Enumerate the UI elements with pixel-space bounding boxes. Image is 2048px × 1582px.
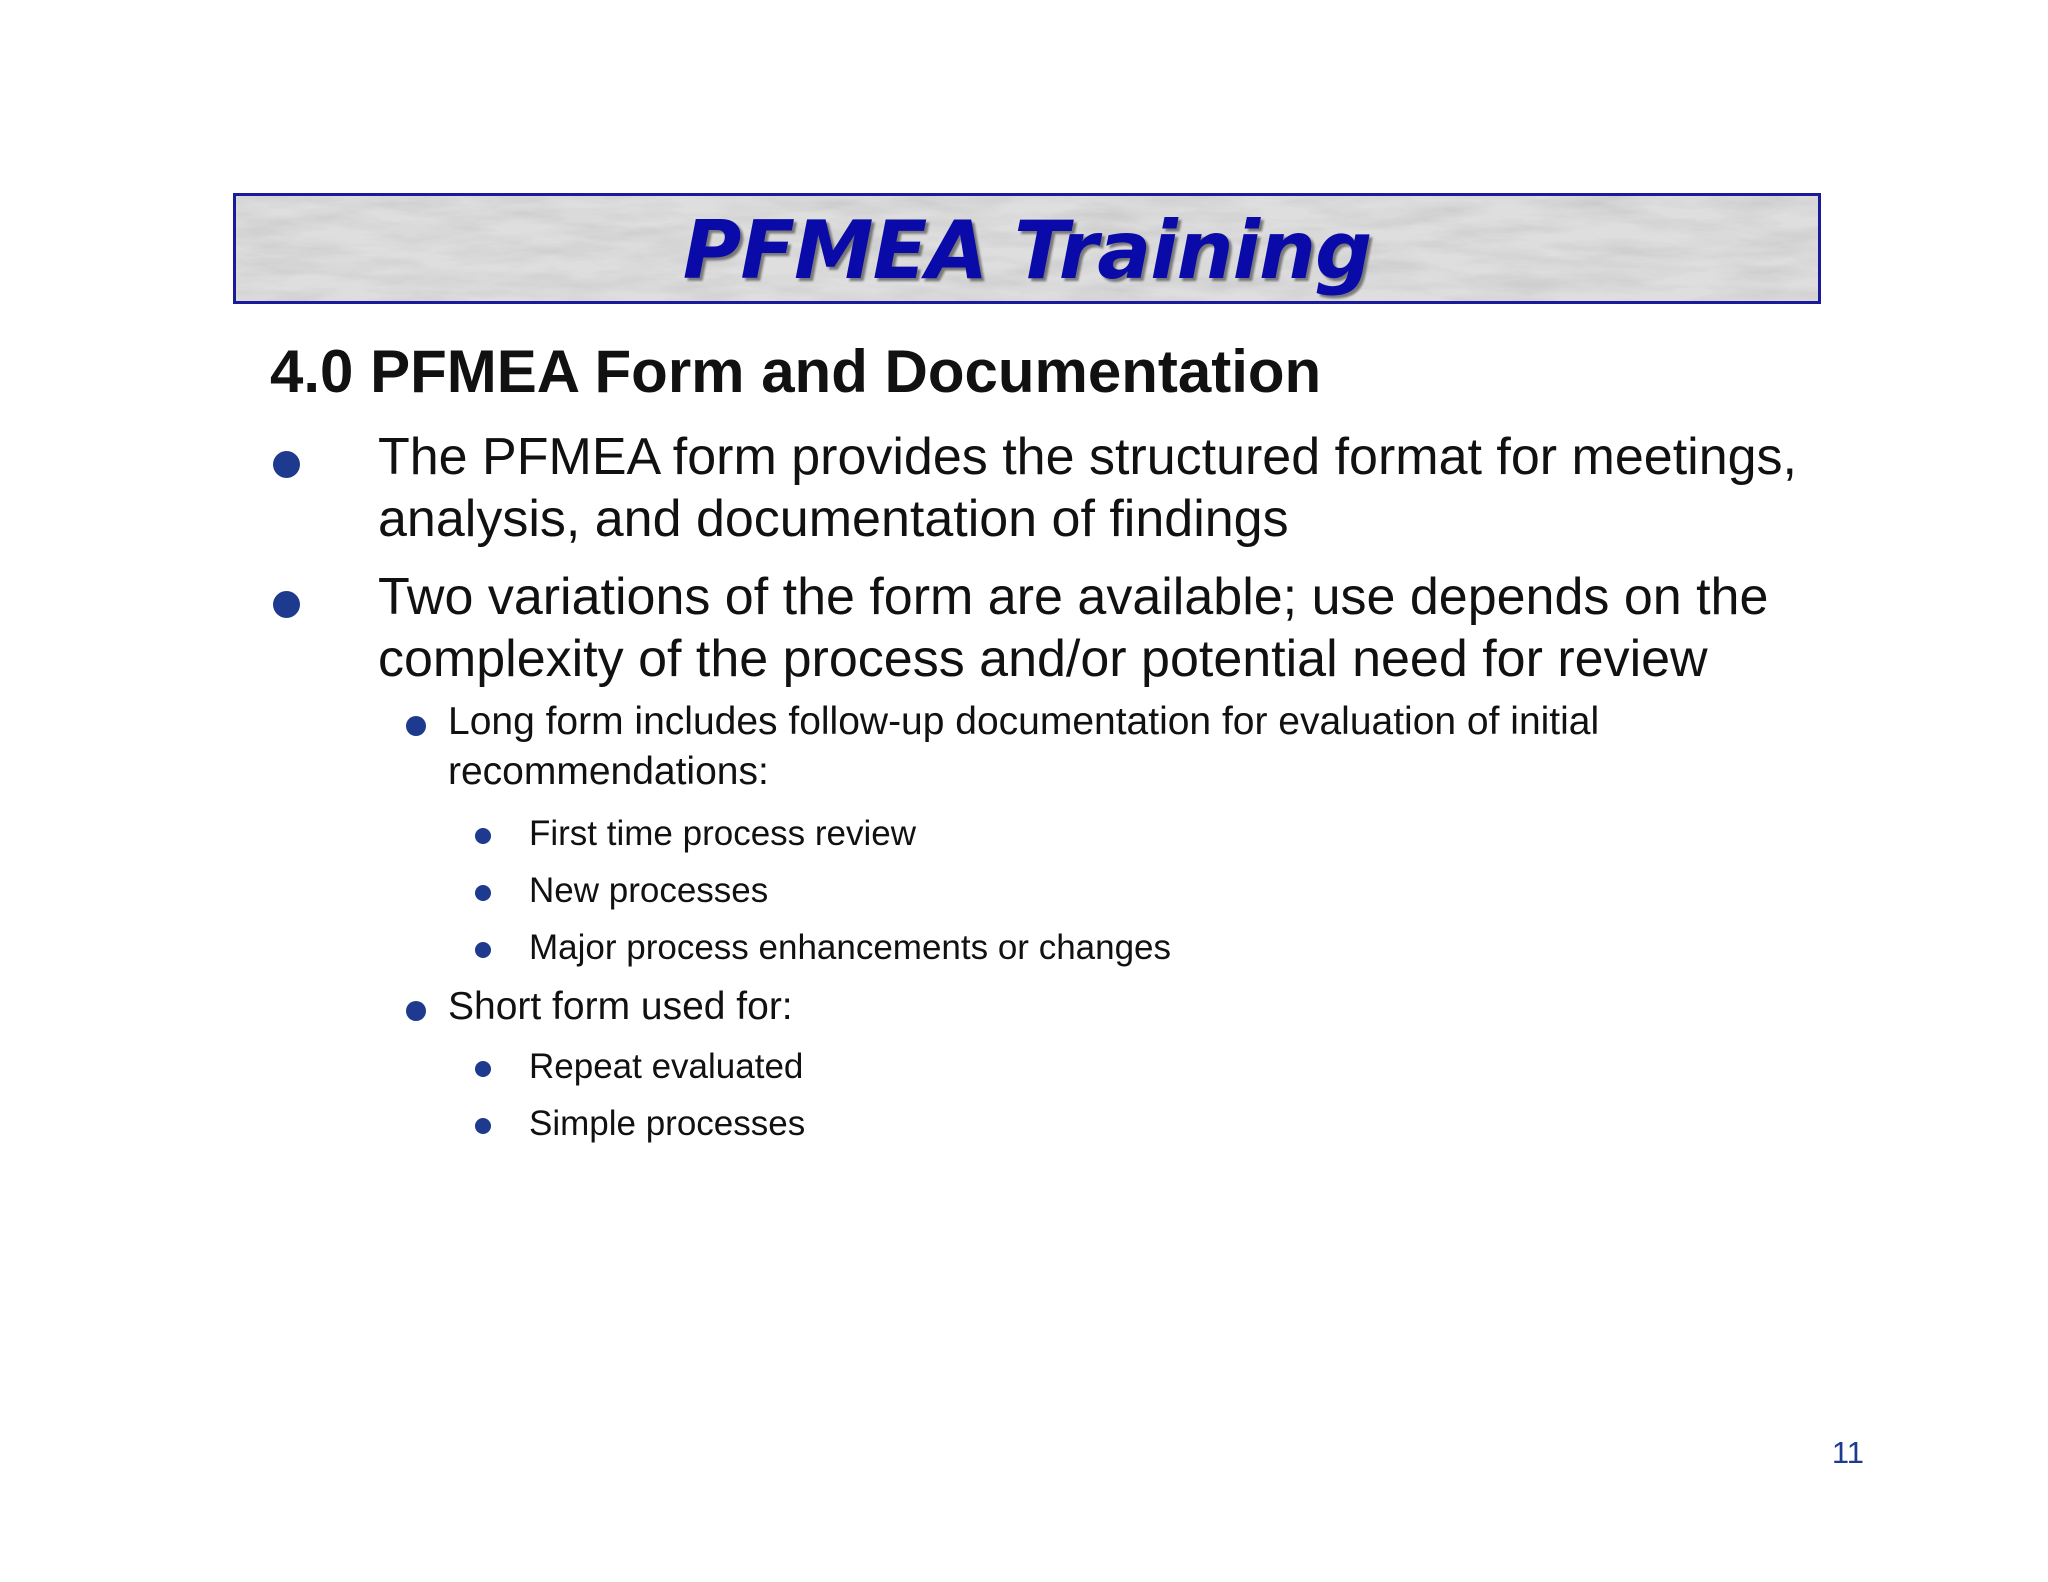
- sub-bullet-text: Short form used for:: [448, 985, 793, 1028]
- sub-sub-bullet-text: Major process enhancements or changes: [529, 928, 1172, 967]
- sub-sub-bullet-text: Simple processes: [529, 1104, 806, 1143]
- section-heading: 4.0 PFMEA Form and Documentation: [270, 338, 1322, 405]
- sub-sub-bullet-item: [529, 1044, 1729, 1090]
- bullet-dot-icon: [406, 716, 426, 736]
- bullet-dot-icon: [406, 1001, 426, 1021]
- bullet-text: The PFMEA form provides the structured format for meetings, analysis, and documentation of findings: [378, 428, 1797, 548]
- bullet-dot-icon: [475, 1061, 491, 1077]
- sub-sub-bullet-text: First time process review: [529, 814, 917, 853]
- sub-sub-bullet-item: [529, 925, 1729, 971]
- bullet-dot-icon: [273, 591, 300, 618]
- sub-sub-bullet-item: [529, 868, 1729, 914]
- bullet-dot-icon: [475, 1118, 491, 1134]
- sub-bullet-item: [448, 982, 1748, 1032]
- sub-sub-bullet-text: New processes: [529, 871, 769, 910]
- sub-bullet-item: [448, 697, 1748, 797]
- bullet-dot-icon: [475, 942, 491, 958]
- title-banner: [233, 193, 1821, 304]
- sub-sub-bullet-item: [529, 1101, 1729, 1147]
- sub-sub-bullet-item: [529, 811, 1729, 857]
- bullet-item: [378, 426, 1838, 550]
- sub-sub-bullet-text: Repeat evaluated: [529, 1047, 804, 1086]
- page-number: 11: [1831, 1435, 1864, 1470]
- bullet-dot-icon: [273, 451, 300, 478]
- sub-bullet-text: Long form includes follow-up documentation for evaluation of initial recommendations:: [448, 700, 1600, 793]
- bullet-dot-icon: [475, 828, 491, 844]
- slide-title: PFMEA Training: [682, 204, 1372, 297]
- bullet-text: Two variations of the form are available; use depends on the complexity of the process and/or potential need for review: [378, 568, 1769, 688]
- bullet-dot-icon: [475, 885, 491, 901]
- bullet-item: [378, 566, 1838, 690]
